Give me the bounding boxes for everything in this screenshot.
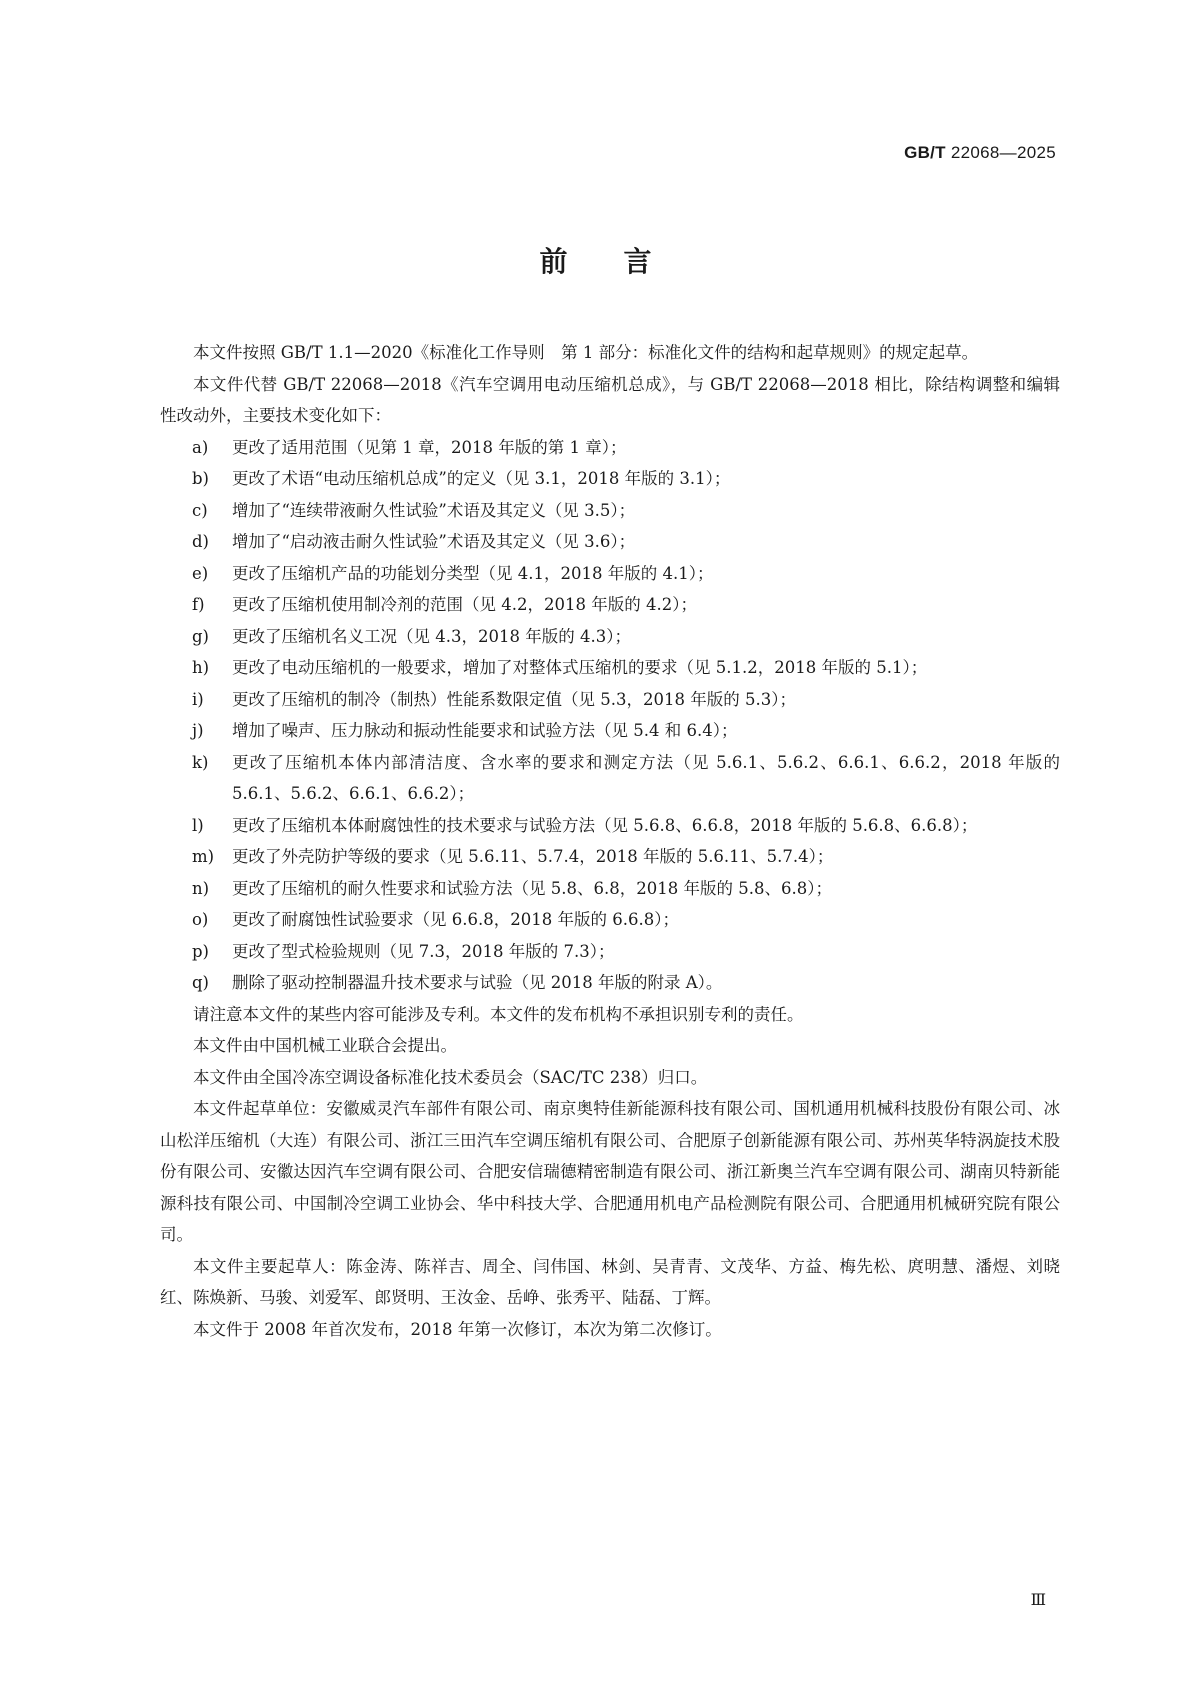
standard-prefix: GB/T: [904, 143, 946, 162]
paragraph-drafting-units: 本文件起草单位：安徽威灵汽车部件有限公司、南京奥特佳新能源科技有限公司、国机通用机械科技股份有限公司、冰山松洋压缩机（大连）有限公司、浙江三田汽车空调压缩机有限公司、合肥原子创新能源有限公司、苏州英华特涡旋技术股份有限公司、安徽达因汽车空调有限公司、合肥安信瑞德精密制造有限公司、浙江新奥兰汽车空调有限公司、湖南贝特新能源科技有限公司、中国制冷空调工业协会、华中科技大学、合肥通用机电产品检测院有限公司、合肥通用机械研究院有限公司。: [160, 1099, 1060, 1244]
list-item-text: 更改了型式检验规则（见 7.3，2018 年版的 7.3）；: [232, 941, 615, 961]
list-item-mark: f): [192, 595, 205, 614]
list-item-text: 更改了压缩机本体耐腐蚀性的技术要求与试验方法（见 5.6.8、6.6.8，2018 年版的 5.6.8、6.6.8）；: [232, 815, 978, 835]
list-item-mark: b): [192, 469, 209, 488]
list-item: [160, 904, 1060, 936]
list-item: [160, 684, 1060, 716]
list-item-mark: m): [192, 847, 215, 866]
page-title: 前言: [539, 245, 708, 278]
list-item-text: 更改了耐腐蚀性试验要求（见 6.6.8，2018 年版的 6.6.8）；: [232, 910, 679, 929]
list-item: [160, 463, 1060, 495]
paragraph-replacement: 本文件代替 GB/T 22068—2018《汽车空调用电动压缩机总成》，与 GB/T 22068—2018 相比，除结构调整和编辑性改动外，主要技术变化如下：: [160, 374, 1060, 425]
list-item-text: 更改了术语“电动压缩机总成”的定义（见 3.1，2018 年版的 3.1）；: [232, 469, 731, 488]
list-item-text: 更改了压缩机使用制冷剂的范围（见 4.2，2018 年版的 4.2）；: [232, 595, 697, 614]
list-item: [160, 495, 1060, 527]
list-item-mark: o): [192, 910, 209, 929]
list-item-mark: d): [192, 532, 209, 551]
page-number: Ⅲ: [1030, 1590, 1046, 1609]
document-body: [160, 337, 1060, 1345]
list-item-mark: j): [192, 721, 204, 740]
list-item-text: 更改了外壳防护等级的要求（见 5.6.11、5.7.4，2018 年版的 5.6.11、5.7.4）；: [232, 847, 834, 866]
paragraph-drafters: 本文件主要起草人：陈金涛、陈祥吉、周全、闫伟国、林剑、吴青青、文茂华、方益、梅先松、庹明慧、潘煜、刘晓红、陈焕新、马骏、刘爱军、郎贤明、王汝金、岳峥、张秀平、陆磊、丁辉。: [160, 1256, 1060, 1307]
list-item: [160, 967, 1060, 999]
list-item-mark: k): [192, 752, 209, 772]
paragraph-drafting-rules: 本文件按照 GB/T 1.1—2020《标准化工作导则 第 1 部分：标准化文件的结构和起草规则》的规定起草。: [193, 343, 979, 362]
list-item: [160, 936, 1060, 968]
list-item-mark: e): [192, 563, 209, 583]
list-item: [160, 715, 1060, 747]
list-item-mark: n): [192, 878, 210, 898]
changes-list: [160, 432, 1060, 999]
list-item: [160, 526, 1060, 558]
list-item-text: 更改了适用范围（见第 1 章，2018 年版的第 1 章）；: [232, 437, 627, 457]
list-item-text: 增加了“连续带液耐久性试验”术语及其定义（见 3.5）；: [232, 500, 636, 520]
list-item-text: 更改了压缩机名义工况（见 4.3，2018 年版的 4.3）；: [232, 626, 631, 646]
list-item: [160, 621, 1060, 653]
list-item: [160, 841, 1060, 873]
paragraph-patent-notice: 请注意本文件的某些内容可能涉及专利。本文件的发布机构不承担识别专利的责任。: [193, 1004, 804, 1024]
list-item-text: 增加了噪声、压力脉动和振动性能要求和试验方法（见 5.4 和 6.4）；: [232, 721, 738, 740]
list-item-mark: g): [192, 626, 209, 646]
list-item: [160, 810, 1060, 842]
list-item-text: 增加了“启动液击耐久性试验”术语及其定义（见 3.6）；: [232, 532, 636, 551]
standard-number: [904, 143, 1056, 163]
list-item-text: 更改了压缩机的制冷（制热）性能系数限定值（见 5.3，2018 年版的 5.3）；: [232, 689, 796, 709]
paragraph-technical-committee: 本文件由全国冷冻空调设备标准化技术委员会（SAC/TC 238）归口。: [193, 1067, 708, 1087]
list-item: [160, 589, 1060, 621]
list-item-mark: l): [192, 815, 204, 835]
list-item: [160, 432, 1060, 464]
list-item-text: 更改了压缩机本体内部清洁度、含水率的要求和测定方法（见 5.6.1、5.6.2、6.6.1、6.6.2，2018 年版的 5.6.1、5.6.2、6.6.1、6.6.2）；: [232, 752, 1060, 803]
list-item-mark: h): [192, 658, 210, 677]
list-item-text: 删除了驱动控制器温升技术要求与试验（见 2018 年版的附录 A）。: [232, 973, 723, 992]
list-item-mark: q): [192, 973, 209, 992]
list-item-mark: c): [192, 500, 208, 520]
list-item: [160, 652, 1060, 684]
list-item-text: 更改了压缩机的耐久性要求和试验方法（见 5.8、6.8，2018 年版的 5.8、6.8）；: [232, 878, 832, 898]
list-item-mark: a): [192, 437, 209, 457]
list-item: [160, 873, 1060, 905]
list-item-text: 更改了压缩机产品的功能划分类型（见 4.1，2018 年版的 4.1）；: [232, 563, 714, 583]
list-item-mark: p): [192, 941, 209, 961]
paragraph-proposer: 本文件由中国机械工业联合会提出。: [193, 1036, 457, 1055]
list-item: [160, 747, 1060, 810]
paragraph-history: 本文件于 2008 年首次发布，2018 年第一次修订，本次为第二次修订。: [193, 1319, 722, 1339]
list-item-mark: i): [192, 689, 204, 709]
list-item-text: 更改了电动压缩机的一般要求，增加了对整体式压缩机的要求（见 5.1.2，2018 年版的 5.1）；: [232, 658, 928, 677]
standard-code: 22068—2025: [950, 143, 1056, 162]
list-item: [160, 558, 1060, 590]
